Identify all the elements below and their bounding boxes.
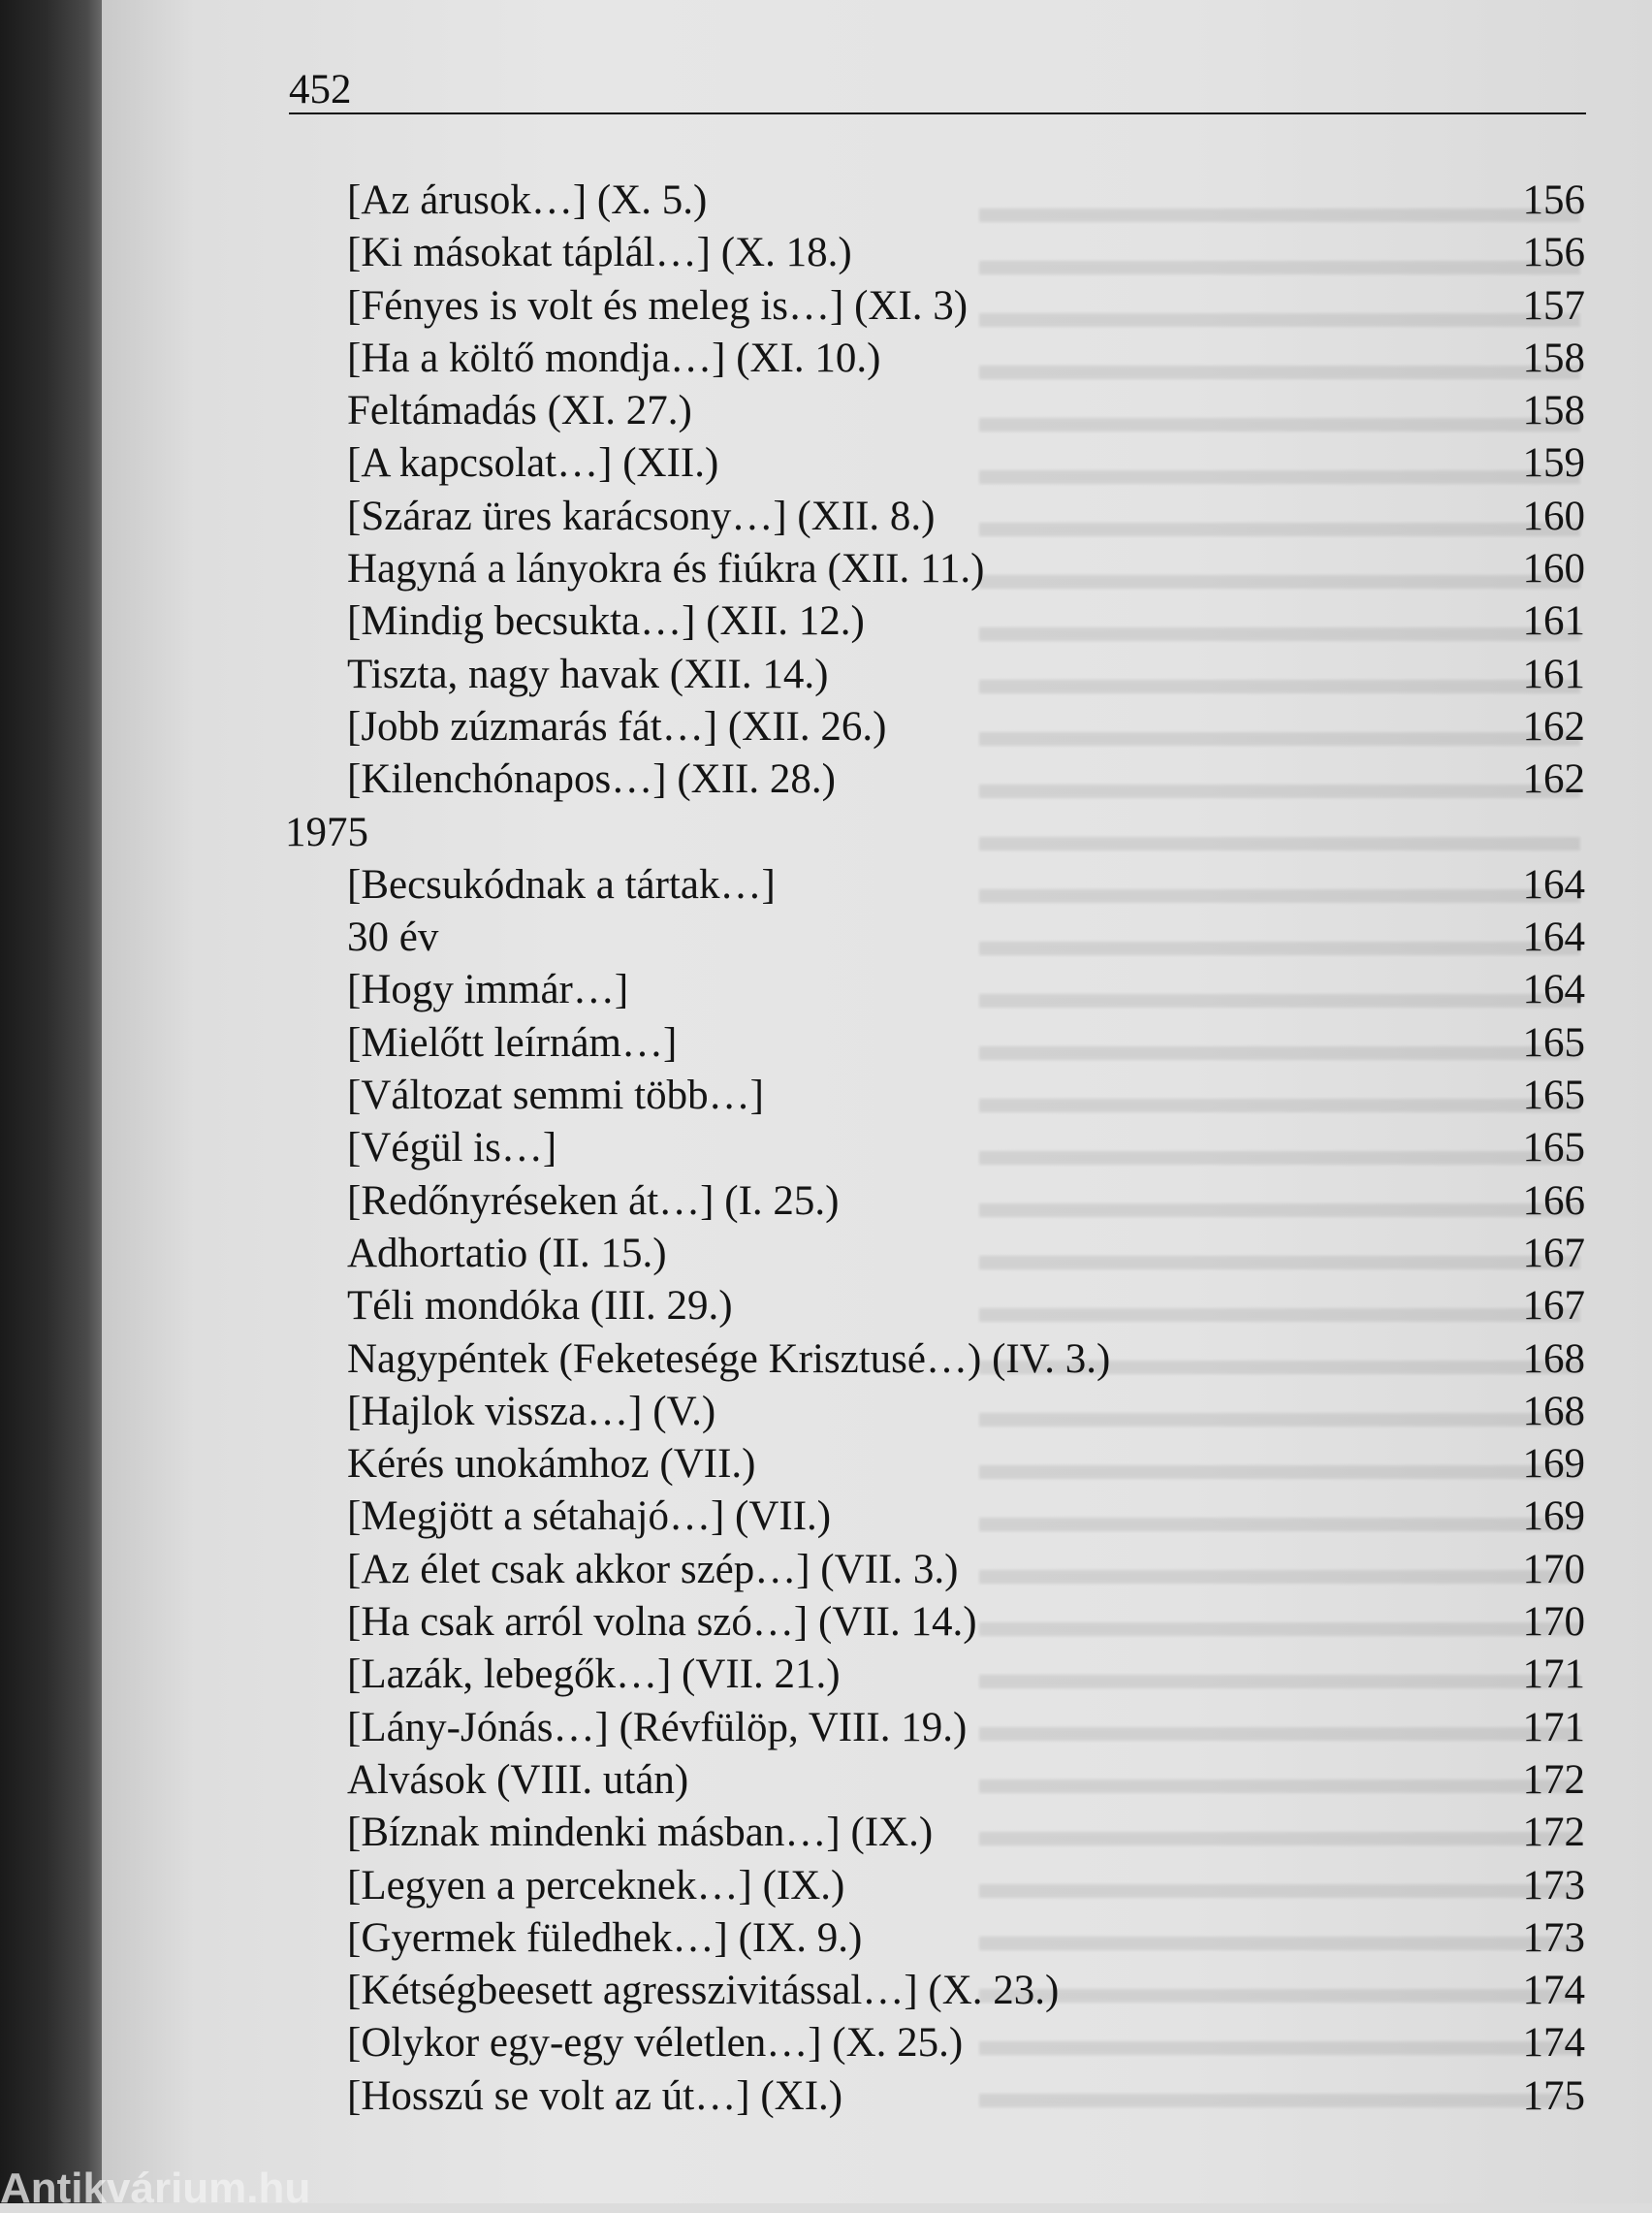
entry-page-number: 167 xyxy=(1522,1283,1585,1330)
toc-entry xyxy=(281,1386,1585,1438)
entry-title: [Végül is…] xyxy=(347,1125,557,1171)
toc-entry xyxy=(281,701,1585,754)
entry-page-number: 172 xyxy=(1522,1810,1585,1856)
entry-page-number: 168 xyxy=(1522,1335,1585,1382)
entry-title: Nagypéntek (Feketesége Krisztusé…) (IV. 3.) xyxy=(347,1335,1111,1382)
entry-title: 30 év xyxy=(347,914,439,961)
entry-page-number: 161 xyxy=(1522,651,1585,697)
toc-entry xyxy=(281,1754,1585,1807)
toc-entry xyxy=(281,2017,1585,2069)
toc-entry xyxy=(281,1912,1585,1965)
table-of-contents xyxy=(281,175,1585,2123)
entry-title: Feltámadás (XI. 27.) xyxy=(347,388,692,434)
page-header xyxy=(289,68,1586,114)
entry-page-number: 158 xyxy=(1522,388,1585,434)
toc-entry xyxy=(281,964,1585,1016)
toc-entry xyxy=(281,1649,1585,1701)
entry-title: [Jobb zúzmarás fát…] (XII. 26.) xyxy=(347,703,887,750)
page-number: 452 xyxy=(289,67,352,112)
entry-title: [Az élet csak akkor szép…] (VII. 3.) xyxy=(347,1546,959,1592)
entry-title: [Megjött a sétahajó…] (VII.) xyxy=(347,1493,832,1540)
entry-title: [Lány-Jónás…] (Révfülöp, VIII. 19.) xyxy=(347,1704,968,1750)
entry-page-number: 162 xyxy=(1522,756,1585,803)
entry-page-number: 161 xyxy=(1522,598,1585,645)
toc-entry xyxy=(281,2070,1585,2123)
book-spine-shadow xyxy=(0,0,116,2203)
entry-page-number: 169 xyxy=(1522,1441,1585,1488)
entry-title: Alvások (VIII. után) xyxy=(347,1756,689,1803)
entry-title: Tiszta, nagy havak (XII. 14.) xyxy=(347,651,829,697)
entry-title: [Hogy immár…] xyxy=(347,967,629,1013)
entry-page-number: 158 xyxy=(1522,335,1585,381)
entry-title: [Gyermek füledhek…] (IX. 9.) xyxy=(347,1914,863,1961)
entry-title: Adhortatio (II. 15.) xyxy=(347,1230,667,1276)
entry-page-number: 173 xyxy=(1522,1914,1585,1961)
entry-page-number: 159 xyxy=(1522,440,1585,487)
entry-page-number: 162 xyxy=(1522,703,1585,750)
toc-entry xyxy=(281,859,1585,912)
entry-title: [Hajlok vissza…] (V.) xyxy=(347,1388,716,1434)
toc-entry xyxy=(281,1070,1585,1122)
entry-title: [Redőnyréseken át…] (I. 25.) xyxy=(347,1177,840,1224)
toc-entry xyxy=(281,1860,1585,1912)
entry-page-number: 157 xyxy=(1522,282,1585,329)
entry-page-number: 164 xyxy=(1522,914,1585,961)
entry-title: Kérés unokámhoz (VII.) xyxy=(347,1441,756,1488)
entry-title: [Változat semmi több…] xyxy=(347,1073,764,1119)
toc-entry xyxy=(281,1122,1585,1174)
toc-entry xyxy=(281,333,1585,385)
entry-title: [Legyen a perceknek…] (IX.) xyxy=(347,1862,845,1908)
entry-title: [Száraz üres karácsony…] (XII. 8.) xyxy=(347,493,936,539)
entry-page-number: 171 xyxy=(1522,1652,1585,1698)
entry-page-number: 164 xyxy=(1522,967,1585,1013)
toc-entry xyxy=(281,491,1585,543)
entry-title: [Bíznak mindenki másban…] (IX.) xyxy=(347,1810,934,1856)
entry-title: [Mielőtt leírnám…] xyxy=(347,1019,678,1066)
entry-page-number: 165 xyxy=(1522,1019,1585,1066)
toc-entry xyxy=(281,437,1585,490)
entry-page-number: 174 xyxy=(1522,1968,1585,2014)
year-heading xyxy=(281,807,1585,859)
entry-page-number: 168 xyxy=(1522,1388,1585,1434)
toc-entry xyxy=(281,175,1585,227)
entry-page-number: 167 xyxy=(1522,1230,1585,1276)
toc-entry xyxy=(281,595,1585,648)
entry-title: [Becsukódnak a tártak…] xyxy=(347,861,776,908)
toc-entry xyxy=(281,1280,1585,1332)
toc-entry xyxy=(281,1702,1585,1754)
toc-entry xyxy=(281,1333,1585,1386)
entry-title: [Ki másokat táplál…] (X. 18.) xyxy=(347,230,852,276)
entry-title: [Olykor egy-egy véletlen…] (X. 25.) xyxy=(347,2020,964,2067)
entry-page-number: 172 xyxy=(1522,1756,1585,1803)
entry-page-number: 166 xyxy=(1522,1177,1585,1224)
entry-title: Téli mondóka (III. 29.) xyxy=(347,1283,733,1330)
entry-page-number: 170 xyxy=(1522,1599,1585,1646)
toc-entry xyxy=(281,1175,1585,1228)
toc-entry xyxy=(281,1596,1585,1649)
toc-entry xyxy=(281,649,1585,701)
watermark: Antikvárium.hu xyxy=(0,2165,311,2212)
entry-title: [Kétségbeesett agresszivitással…] (X. 23.) xyxy=(347,1968,1060,2014)
toc-entry xyxy=(281,385,1585,437)
entry-page-number: 174 xyxy=(1522,2020,1585,2067)
toc-entry xyxy=(281,1228,1585,1280)
entry-title: [Mindig becsukta…] (XII. 12.) xyxy=(347,598,865,645)
entry-page-number: 170 xyxy=(1522,1546,1585,1592)
entry-page-number: 173 xyxy=(1522,1862,1585,1908)
toc-entry xyxy=(281,754,1585,806)
entry-page-number: 164 xyxy=(1522,861,1585,908)
toc-entry xyxy=(281,1017,1585,1070)
entry-title: [Az árusok…] (X. 5.) xyxy=(347,177,708,223)
entry-title: [Fényes is volt és meleg is…] (XI. 3) xyxy=(347,282,969,329)
entry-page-number: 156 xyxy=(1522,177,1585,223)
toc-entry xyxy=(281,912,1585,964)
toc-entry xyxy=(281,227,1585,279)
entry-page-number: 165 xyxy=(1522,1125,1585,1171)
entry-title: [A kapcsolat…] (XII.) xyxy=(347,440,719,487)
year-label: 1975 xyxy=(285,809,368,855)
entry-page-number: 169 xyxy=(1522,1493,1585,1540)
entry-page-number: 171 xyxy=(1522,1704,1585,1750)
entry-title: [Hosszú se volt az út…] (XI.) xyxy=(347,2072,843,2119)
entry-title: [Kilenchónapos…] (XII. 28.) xyxy=(347,756,836,803)
entry-page-number: 165 xyxy=(1522,1073,1585,1119)
toc-entry xyxy=(281,1491,1585,1543)
toc-entry xyxy=(281,280,1585,333)
toc-entry xyxy=(281,1965,1585,2017)
entry-title: [Ha a költő mondja…] (XI. 10.) xyxy=(347,335,881,381)
entry-page-number: 160 xyxy=(1522,493,1585,539)
entry-page-number: 160 xyxy=(1522,546,1585,593)
entry-page-number: 175 xyxy=(1522,2072,1585,2119)
toc-entry xyxy=(281,543,1585,595)
toc-entry xyxy=(281,1807,1585,1859)
toc-entry xyxy=(281,1544,1585,1596)
toc-entry xyxy=(281,1438,1585,1491)
entry-title: [Lazák, lebegők…] (VII. 21.) xyxy=(347,1652,841,1698)
entry-title: Hagyná a lányokra és fiúkra (XII. 11.) xyxy=(347,546,985,593)
entry-title: [Ha csak arról volna szó…] (VII. 14.) xyxy=(347,1599,977,1646)
entry-page-number: 156 xyxy=(1522,230,1585,276)
